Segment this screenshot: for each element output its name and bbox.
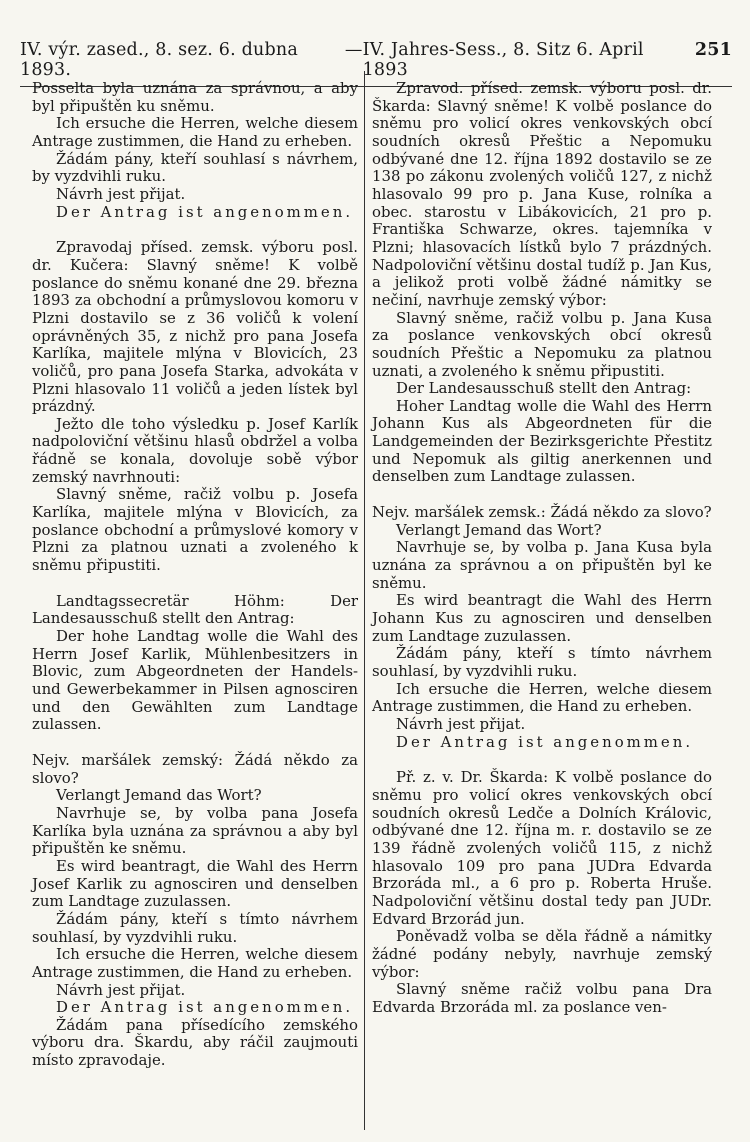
header-czech: IV. výr. zased., 8. sez. 6. dubna 1893. — [20, 40, 299, 80]
paragraph: Navrhuje se, by volba pana Josefa Karlíka byla uznána za správnou a aby byl připuštěn ke sněmu. — [32, 803, 358, 858]
paragraph: Ich ersuche die Herren, welche diesem Antrage zustimmen, die Hand zu erheben. — [32, 114, 358, 150]
paragraph: Slavný sněme, račiž volbu p. Josefa Karlíka, majitele mlýna v Blovicích, za poslance obchodní a průmyslové komory v Plzni za platnou uznati a zvoleného k sněmu připustiti. — [32, 485, 358, 575]
header-separator: — — [344, 40, 363, 60]
paragraph: Navrhuje se, by volba p. Jana Kusa byla uznána za správnou a on připuštěn byl ke sněmu. — [372, 538, 712, 592]
header-german: IV. Jahres-Sess., 8. Sitz 6. April 1893 — [362, 40, 644, 80]
paragraph: Verlangt Jemand das Wort? — [396, 520, 602, 539]
paragraph: Př. z. v. Dr. Škarda: K volbě poslance do sněmu pro volicí okres venkovských obcí soudních okresů Ledče a Dolních Královic, odbývané dne 12. října m. r. dostavilo se ze 139 řádně zvolených voličů 115, z nichž hlasovalo 109 pro pana JUDra Edvarda Brzoráda ml., a 6 pro p. Roberta Hruše. Nadpoloviční většinu dostal tedy pan JUDr. Edvard Brzorád jun. — [372, 768, 712, 928]
paragraph: Návrh jest přijat. — [56, 184, 186, 203]
page-number: 251 — [694, 40, 732, 60]
column-divider — [364, 71, 365, 1130]
paragraph: Ježto dle toho výsledku p. Josef Karlík nadpoloviční většinu hlasů obdržel a volba řádně se konala, dovoluje sobě výbor zemský navrhnouti: — [32, 414, 358, 486]
paragraph: Der Antrag ist angenommen. — [396, 732, 694, 751]
paragraph: Nejv. maršálek zemský: Žádá někdo za slovo? — [32, 750, 358, 787]
paragraph: Žádám pány, kteří s tímto návrhem souhlasí, by vyzdvihli ruku. — [372, 644, 712, 680]
paragraph: Hoher Landtag wolle die Wahl des Herrn Johann Kus als Abgeordneten für die Landgemeinden der Bezirksgerichte Přestitz und Nepomuk als giltig anerkennen und denselben zum Landtage zulassen. — [372, 396, 712, 486]
paragraph: Zpravod. přísed. zemsk. výboru posl. dr. Škarda: Slavný sněme! K volbě poslance do sněmu pro volicí okres venkovských obcí soudních okresů Přeštic a Nepomuku odbývané dne 12. října 1892 dostavilo se ze 138 po zákonu zvolených voličů 127, z nichž hlasovalo 99 pro p. Jana Kuse, rolníka a obec. starostu v Libákovicích, 21 pro p. Františka Schwarze, okres. tajemníka v Plzni; hlasovacích lístků bylo 7 prázdných. Nadpoloviční většinu dostal tudíž p. Jan Kus, a jelikož proti volbě žádné námitky se nečiní, navrhuje zemský výbor: — [372, 79, 712, 309]
paragraph: Žádám pana přísedícího zemského výboru dra. Škardu, aby ráčil zaujmouti místo zpravodaje. — [32, 1015, 358, 1070]
paragraph: Verlangt Jemand das Wort? — [56, 786, 262, 805]
paragraph: Der Antrag ist angenommen. — [56, 202, 354, 221]
paragraph: Ich ersuche die Herren, welche diesem Antrage zustimmen, die Hand zu erheben. — [372, 679, 712, 716]
paragraph: Der Landesausschuß stellt den Antrag: — [396, 379, 692, 398]
paragraph: Návrh jest přijat. — [396, 714, 526, 733]
paragraph: Žádám pány, kteří s tímto návrhem souhlasí, by vyzdvihli ruku. — [32, 909, 358, 946]
paragraph: Nejv. maršálek zemsk.: Žádá někdo za slovo? — [372, 503, 712, 522]
paragraph: Žádám pány, kteří souhlasí s návrhem, by vyzdvihli ruku. — [32, 149, 358, 186]
paragraph: Návrh jest přijat. — [56, 980, 186, 999]
paragraph: Landtagssecretär Höhm: Der Landesausschuß stellt den Antrag: — [32, 591, 358, 628]
paragraph: Ich ersuche die Herren, welche diesem Antrage zustimmen, die Hand zu erheben. — [32, 945, 358, 981]
right-column — [372, 80, 712, 1016]
paragraph: Slavný sněme, račiž volbu p. Jana Kusa za poslance venkovských obcí okresů soudních Přeštic a Nepomuku za platnou uznati, a zvoleného k sněmu připustiti. — [372, 308, 712, 380]
paragraph: Es wird beantragt, die Wahl des Herrn Josef Karlik zu agnosciren und denselben zum Landtage zuzulassen. — [32, 856, 358, 911]
left-column — [32, 80, 358, 1070]
paragraph: Der hohe Landtag wolle die Wahl des Herrn Josef Karlik, Mühlenbesitzers in Blovic, zum Abgeordneten der Handels- und Gewerbekammer in Pilsen agnosciren und den Gewählten zum Landtage zulassen. — [32, 627, 358, 734]
paragraph: Slavný sněme račiž volbu pana Dra Edvarda Brzoráda ml. za poslance ven- — [372, 980, 712, 1016]
paragraph: Poněvadž volba se děla řádně a námitky žádné podány nebyly, navrhuje zemský výbor: — [372, 927, 712, 981]
paragraph: Es wird beantragt die Wahl des Herrn Johann Kus zu agnosciren und denselben zum Landtage zuzulassen. — [372, 591, 712, 645]
paragraph: Posselta byla uznána za správnou, a aby byl připuštěn ku sněmu. — [32, 79, 358, 115]
paragraph: Zpravodaj přísed. zemsk. výboru posl. dr. Kučera: Slavný sněme! K volbě poslance do sněmu konané dne 29. března 1893 za obchodní a průmyslovou komoru v Plzni dostavilo se z 36 voličů k volení oprávněných 35, z nichž pro pana Josefa Karlíka, majitele mlýna v Blovicích, 23 voličů, pro pana Josefa Starka, advokáta v Plzni hlasovalo 11 voličů a jeden lístek byl prázdný. — [32, 238, 358, 416]
paragraph: Der Antrag ist angenommen. — [56, 998, 354, 1017]
